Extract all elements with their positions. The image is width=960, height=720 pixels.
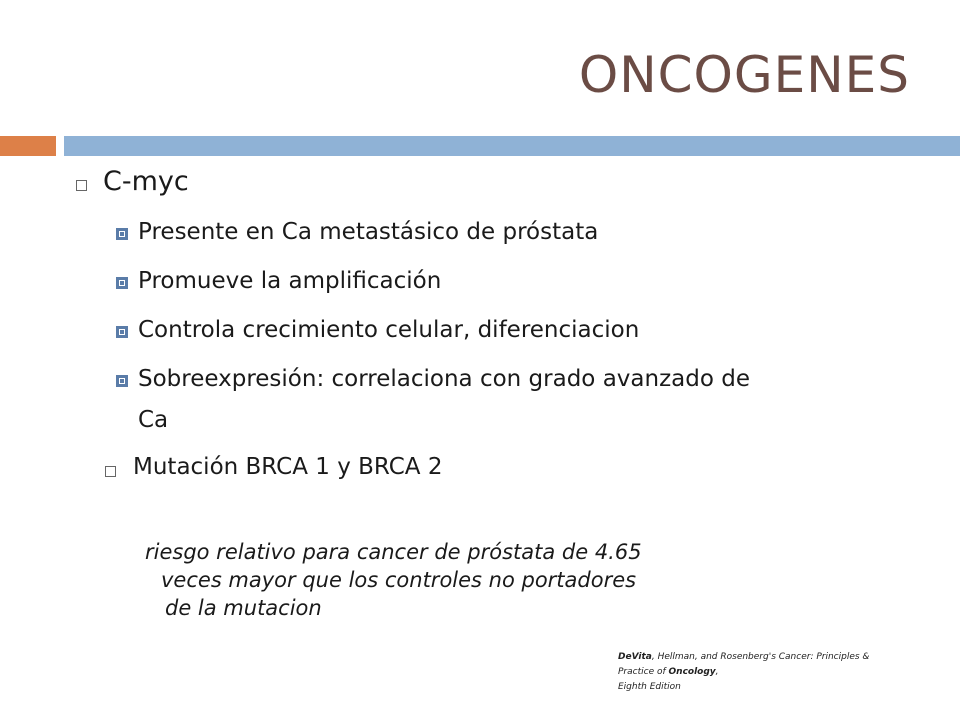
relative-risk-note [145,538,785,622]
sub-item-4-continued: Ca [138,407,169,433]
note-line-2: veces mayor que los controles no portadores [161,568,637,592]
slide-title: ONCOGENES [578,46,910,104]
bullet-c-myc: C-myc [103,166,189,197]
note-line-3: de la mutacion [165,596,322,620]
sub-item-3: Controla crecimiento celular, diferenciacion [138,317,640,343]
sub-bullet-icon [116,228,128,240]
ref-practice: Practice of [618,667,669,677]
ref-middle: , Hellman, and Rosenberg's Cancer: Principles & [651,652,870,662]
bullet-square-icon [105,466,116,477]
ref-oncology: Oncology [668,667,716,677]
bullet-brca: Mutación BRCA 1 y BRCA 2 [133,454,443,480]
note-line-1: riesgo relativo para cancer de próstata de 4.65 [145,540,642,564]
accent-bar-right [64,136,960,156]
sub-item-4: Sobreexpresión: correlaciona con grado avanzado de [138,366,750,392]
sub-item-1: Presente en Ca metastásico de próstata [138,219,599,245]
ref-devita: DeVita [618,652,652,662]
sub-bullet-icon [116,375,128,387]
ref-comma: , [715,667,719,677]
reference-citation [618,650,938,695]
sub-item-2: Promueve la amplificación [138,268,442,294]
bullet-square-icon [76,180,87,191]
sub-bullet-icon [116,277,128,289]
ref-edition: Eighth Edition [618,682,681,692]
sub-bullet-icon [116,326,128,338]
accent-bar-left [0,136,56,156]
